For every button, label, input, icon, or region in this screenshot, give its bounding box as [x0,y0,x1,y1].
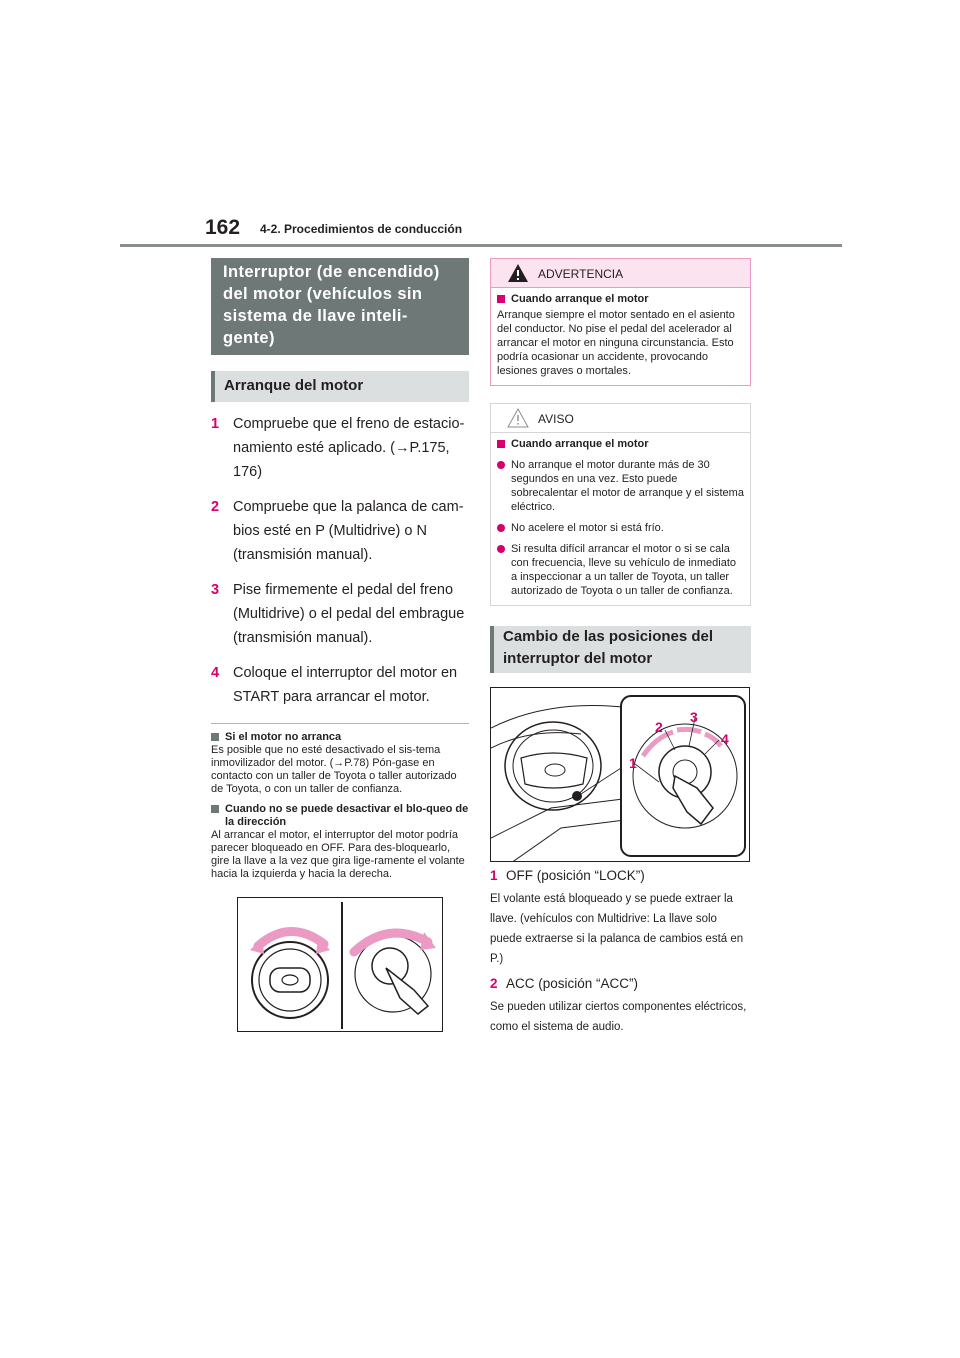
subheading-switch-positions: Cambio de las posiciones del interruptor del motor [490,626,751,673]
round-bullet-icon [497,524,505,532]
square-bullet-icon [497,440,505,448]
warning-text: Arranque siempre el motor sentado en el asiento del conductor. No pise el pedal del acelerador al arrancar el motor en ninguna circunstancia. Esto podría ocasionar un accidente, provocando lesiones graves o mortales. [497,309,735,377]
note-heading: Si el motor no arranca [211,731,469,744]
steering-key-drawing [238,898,444,1033]
step-text: Coloque el interruptor del motor en START para arrancar el motor. [233,665,458,705]
round-bullet-icon [497,461,505,469]
step-number: 4 [211,665,220,681]
step-text: Compruebe que el freno de estacio-namiento esté aplicado. (→P.175, 176) [233,416,465,480]
warning-label: ADVERTENCIA [538,267,624,281]
header-rule [120,244,842,247]
page-number: 162 [205,216,241,239]
list-item-text: No arranque el motor durante más de 30 segundos en una vez. Esto puede sobrecalentar el motor de arranque y el sistema eléctrico. [511,459,744,513]
caution-header [491,404,750,433]
caution-triangle-icon [507,408,529,428]
warning-subheading [497,293,744,306]
warning-box [490,258,751,386]
figure-label-2: 2 [655,719,663,735]
step-number: 1 [211,416,220,432]
warning-subheading-text: Cuando arranque el motor [511,293,649,305]
caution-subheading-text: Cuando arranque el motor [511,438,649,450]
left-column [211,258,469,1032]
position-heading-text: ACC (posición “ACC”) [506,976,639,991]
figure-label-3: 3 [690,709,698,725]
position-number: 2 [490,976,498,991]
step-number: 3 [211,582,220,598]
position-text: El volante está bloqueado y se puede extraer la llave. (vehículos con Multidrive: La llave solo puede extraerse si la palanca de cambios está en P.) [490,893,744,965]
caution-bullets [497,458,744,598]
step-item [211,495,469,567]
step-text: Compruebe que la palanca de cam-bios esté en P (Multidrive) o N (transmisión manual). [233,499,464,563]
main-heading: Interruptor (de encendido) del motor (vehículos sin sistema de llave inteli-gente) [211,258,469,355]
steering-unlock-illustration [237,897,443,1032]
note-body: Al arrancar el motor, el interruptor del motor podría parecer bloqueado en OFF. Para des-bloquearlo, gire la llave a la vez que gira lige-ramente el volante hacia la izquierda y hacia la derecha. [211,829,465,880]
position-heading [490,975,751,993]
notes-section [211,723,469,881]
figure-label-1: 1 [629,755,637,771]
round-bullet-icon [497,545,505,553]
switch-positions-illustration [490,687,750,862]
dashboard-key-drawing [491,688,750,862]
warning-triangle-icon [507,263,529,283]
note-body: Es posible que no esté desactivado el sis-tema inmovilizador del motor. (→P.78) Pón-gase en contacto con un taller de Toyota o taller autorizado de Toyota, o con un taller de confianza. [211,744,457,795]
steps-list [211,412,469,709]
list-item-text: Si resulta difícil arrancar el motor o si se cala con frecuencia, lleve su vehículo de inmediato a inspeccionar a un taller de Toyota, un taller autorizado de Toyota o un taller de confianza. [511,543,737,597]
position-text: Se pueden utilizar ciertos componentes eléctricos, como el sistema de audio. [490,1001,747,1033]
warning-content [491,288,750,385]
position-heading-text: OFF (posición “LOCK”) [506,868,645,883]
square-bullet-icon [497,295,505,303]
step-item [211,578,469,650]
right-column [490,258,751,1043]
step-number: 2 [211,499,220,515]
subheading-start-engine: Arranque del motor [211,371,469,402]
list-item [497,542,744,598]
step-item [211,412,469,484]
list-item-text: No acelere el motor si está frío. [511,522,664,534]
section-title: 4-2. Procedimientos de conducción [260,222,463,236]
list-item [497,458,744,514]
note-heading: Cuando no se puede desactivar el blo-queo de la dirección [211,803,469,829]
step-item [211,661,469,709]
caution-content [491,433,750,605]
step-text: Pise firmemente el pedal del freno (Multidrive) o el pedal del embrague (transmisión manual). [233,582,465,646]
position-heading [490,867,751,885]
position-number: 1 [490,868,498,883]
positions-list [490,867,751,1037]
caution-label: AVISO [538,412,574,426]
warning-header [491,259,750,288]
caution-box [490,403,751,606]
caution-subheading [497,438,744,451]
figure-label-4: 4 [721,731,729,747]
list-item [497,521,744,535]
